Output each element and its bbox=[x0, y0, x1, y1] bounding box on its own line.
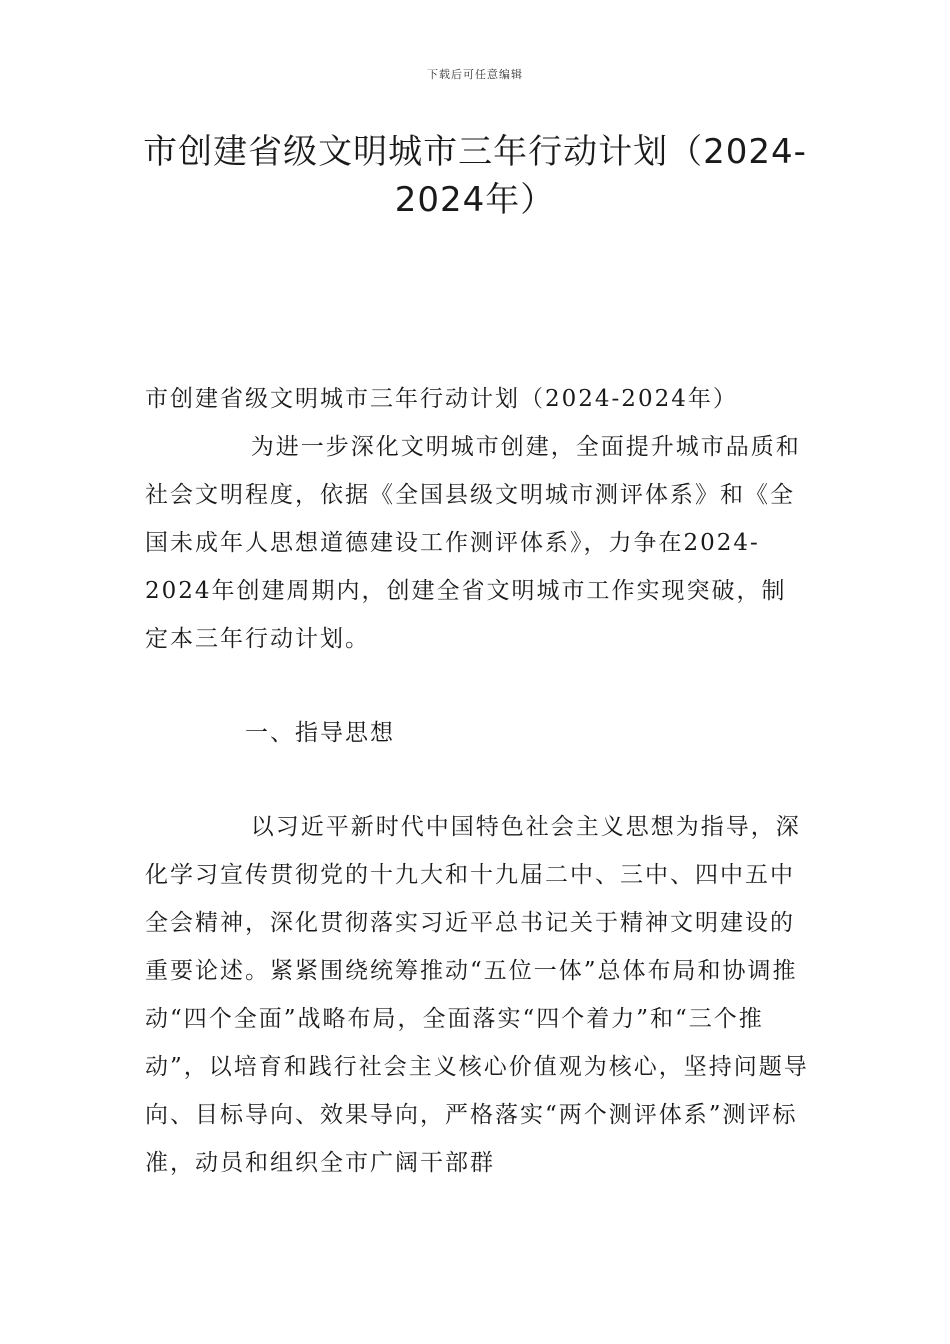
section-heading: 一、指导思想 bbox=[245, 720, 395, 746]
header-note: 下载后可任意编辑 bbox=[427, 68, 523, 81]
document-title: 市创建省级文明城市三年行动计划（2024-2024年） bbox=[143, 132, 807, 220]
document-body bbox=[145, 375, 810, 1187]
section-paragraph: 以习近平新时代中国特色社会主义思想为指导，深化学习宣传贯彻党的十九大和十九届二中、三中、四中五中全会精神，深化贯彻落实习近平总书记关于精神文明建设的重要论述。紧紧围绕统筹推动“五位一体”总体布局和协调推动“四个全面”战略布局，全面落实“四个着力”和“三个推动”，以培育和践行社会主义核心价值观为核心，坚持问题导向、目标导向、效果导向，严格落实“两个测评体系”测评标准，动员和组织全市广阔干部群 bbox=[145, 814, 809, 1176]
intro-paragraph: 为进一步深化文明城市创建，全面提升城市品质和社会文明程度，依据《全国县级文明城市测评体系》和《全国未成年人思想道德建设工作测评体系》，力争在2024-2024年创建周期内，创建全省文明城市工作实现突破，制定本三年行动计划。 bbox=[145, 434, 801, 652]
document-subtitle: 市创建省级文明城市三年行动计划（2024-2024年） bbox=[145, 386, 738, 412]
